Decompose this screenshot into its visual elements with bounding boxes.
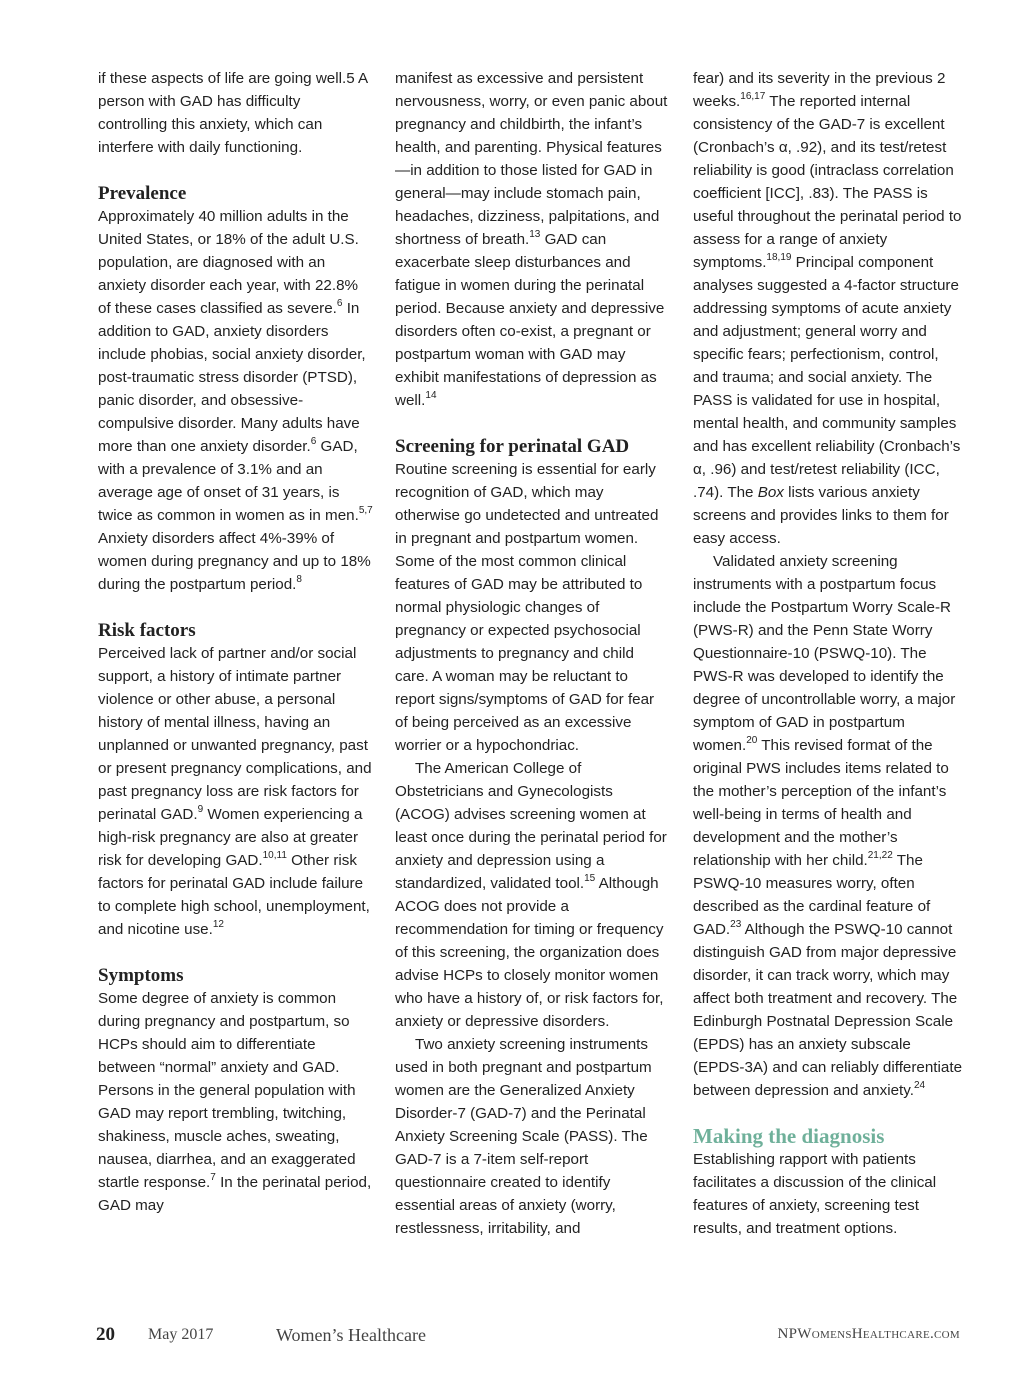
column-2 bbox=[395, 67, 670, 1240]
paragraph: Approximately 40 million adults in the United States, or 18% of the adult U.S. population, are diagnosed with an anxiety disorder each year, with 22.8% of these cases classified as severe.$^6$ In addition to GAD, anxiety disorders include phobias, social anxiety disorder, post-traumatic stress disorder (PTSD), panic disorder, and obsessive-compulsive disorder. Many adults have more than one anxiety disorder.$^6$ GAD, with a prevalence of 3.1% and an average age of onset of 31 years, is twice as common in women as in men.$^{5,7}$ Anxiety disorders affect 4%-39% of women during pregnancy and up to 18% during the postpartum period.$^8$ bbox=[98, 208, 373, 593]
ref-superscript: 14 bbox=[425, 389, 437, 401]
paragraph: The American College of Obstetricians and Gynecologists (ACOG) advises screening women at least once during the perinatal period for anxiety and depression using a standardized, validated tool.$^{15}$ Although ACOG does not provide a recommendation for timing or frequency of this screening, the organization does advise HCPs to closely monitor women who have a history of, or risk factors for, anxiety or depressive disorders. bbox=[395, 760, 667, 1030]
paragraph: Some degree of anxiety is common during pregnancy and postpartum, so HCPs should aim to differentiate between “normal” anxiety and GAD. Persons in the general population with GAD may report trembling, twitching, shakiness, muscle aches, sweating, nausea, diarrhea, and an exaggerated startle response.$^7$ In the perinatal period, GAD may bbox=[98, 990, 372, 1214]
heading-prevalence: Prevalence bbox=[98, 183, 187, 204]
ref-superscript: 23 bbox=[730, 918, 742, 930]
publication-name: Women’s Healthcare bbox=[276, 1325, 426, 1345]
paragraph: Establishing rapport with patients facilitates a discussion of the clinical features of anxiety, screening test results, and treatment options. bbox=[693, 1151, 937, 1237]
box-reference: Box bbox=[757, 484, 784, 501]
heading-risk-factors: Risk factors bbox=[98, 620, 196, 641]
paragraph: if these aspects of life are going well.5 A person with GAD has difficulty controlling this anxiety, which can interfere with daily functioning. bbox=[98, 70, 368, 156]
ref-superscript: 6 bbox=[336, 297, 343, 309]
ref-superscript: 24 bbox=[913, 1079, 926, 1091]
ref-superscript: 12 bbox=[212, 918, 224, 930]
heading-symptoms: Symptoms bbox=[98, 965, 184, 986]
ref-superscript: 8 bbox=[296, 573, 302, 585]
column-1 bbox=[98, 67, 373, 1217]
ref-superscript: 10,11 bbox=[262, 849, 287, 861]
ref-superscript: 21,22 bbox=[867, 849, 893, 861]
ref-superscript: 15 bbox=[584, 872, 596, 884]
paragraph: Validated anxiety screening instruments with a postpartum focus include the Postpartum Worry Scale-R (PWS-R) and the Penn State Worry Questionnaire-10 (PSWQ-10). The PWS-R was developed to identify the degree of uncontrollable worry, a major symptom of GAD in postpartum women.$^{20}$ This revised format of the original PWS includes items related to the mother’s perception of the infant’s well-being in terms of health and development and the mother’s relationship with her child.$^{21,22}$ The PSWQ-10 measures worry, often described as the cardinal feature of GAD.$^{23}$ Although the PSWQ-10 cannot distinguish GAD from major depressive disorder, it can track worry, which may affect both treatment and recovery. The Edinburgh Postnatal Depression Scale (EPDS) has an anxiety subscale (EPDS-3A) and can reliably differentiate between depression and anxiety.$^{24}$ bbox=[693, 553, 963, 1099]
ref-superscript: 20 bbox=[746, 734, 758, 746]
heading-screening: Screening for perinatal GAD bbox=[395, 436, 630, 457]
page-footer bbox=[0, 1320, 1024, 1354]
paragraph: Two anxiety screening instruments used in both pregnant and postpartum women are the Generalized Anxiety Disorder-7 (GAD-7) and the Perinatal Anxiety Screening Scale (PASS). The GAD-7 is a 7-item self-report questionnaire created to identify essential areas of anxiety (worry, restlessness, irritability, and bbox=[395, 1036, 652, 1237]
paragraph: Perceived lack of partner and/or social support, a history of intimate partner violence or other abuse, a personal history of mental illness, having an unplanned or unwanted pregnancy, past or present pregnancy complications, and past pregnancy loss are risk factors for perinatal GAD.$^9$ Women experiencing a high-risk pregnancy are also at greater risk for developing GAD.$^{10,11}$ Other risk factors for perinatal GAD include failure to complete high school, unemployment, and nicotine use.$^{12}$ bbox=[98, 645, 372, 938]
ref-superscript: 18,19 bbox=[766, 251, 792, 263]
paragraph: Routine screening is essential for early recognition of GAD, which may otherwise go undetected and untreated in pregnant and postpartum women. Some of the most common clinical features of GAD may be attributed to normal physiologic changes of pregnancy or expected psychosocial adjustments to pregnancy and child care. A woman may be reluctant to report signs/symptoms of GAD for fear of being perceived as an excessive worrier or a hypochondriac. bbox=[395, 461, 659, 754]
ref-superscript: 13 bbox=[529, 228, 541, 240]
ref-superscript: 6 bbox=[310, 435, 317, 447]
page-number: 20 bbox=[96, 1324, 115, 1345]
paragraph: fear) and its severity in the previous 2 weeks.$^{16,17}$ The reported internal consistency of the GAD-7 is excellent (Cronbach’s α, .92), and its test/retest reliability is good (intraclass correlation coefficient [ICC], .83). The PASS is useful throughout the perinatal period to assess for a range of anxiety symptoms.$^{18,19}$ Principal component analyses suggested a 4-factor structure addressing symptoms of acute anxiety and adjustment; general worry and specific fears; perfectionism, control, and trauma; and social anxiety. The PASS is validated for use in hospital, mental health, and community samples and has excellent reliability (Cronbach’s α, .96) and test/retest reliability (ICC, .74). The Box lists various anxiety screens and provides links to them for easy access. bbox=[693, 70, 962, 547]
ref-superscript: 9 bbox=[197, 803, 204, 815]
ref-superscript: 16,17 bbox=[740, 90, 766, 102]
website-link[interactable]: NPWomensHealthcare.com bbox=[777, 1326, 960, 1342]
column-3 bbox=[693, 67, 965, 1240]
heading-making-the-diagnosis: Making the diagnosis bbox=[693, 1124, 885, 1148]
ref-superscript: 7 bbox=[210, 1171, 216, 1183]
paragraph: manifest as excessive and persistent nervousness, worry, or even panic about pregnancy and childbirth, the infant’s health, and parenting. Physical features—in addition to those listed for GAD in general—may include stomach pain, headaches, dizziness, palpitations, and shortness of breath.$^{13}$ GAD can exacerbate sleep disturbances and fatigue in women during the perinatal period. Because anxiety and depressive disorders often co-exist, a pregnant or postpartum woman with GAD may exhibit manifestations of depression as well.$^{14}$ bbox=[395, 70, 668, 409]
issue-date: May 2017 bbox=[148, 1326, 214, 1343]
ref-superscript: 5,7 bbox=[358, 504, 373, 516]
